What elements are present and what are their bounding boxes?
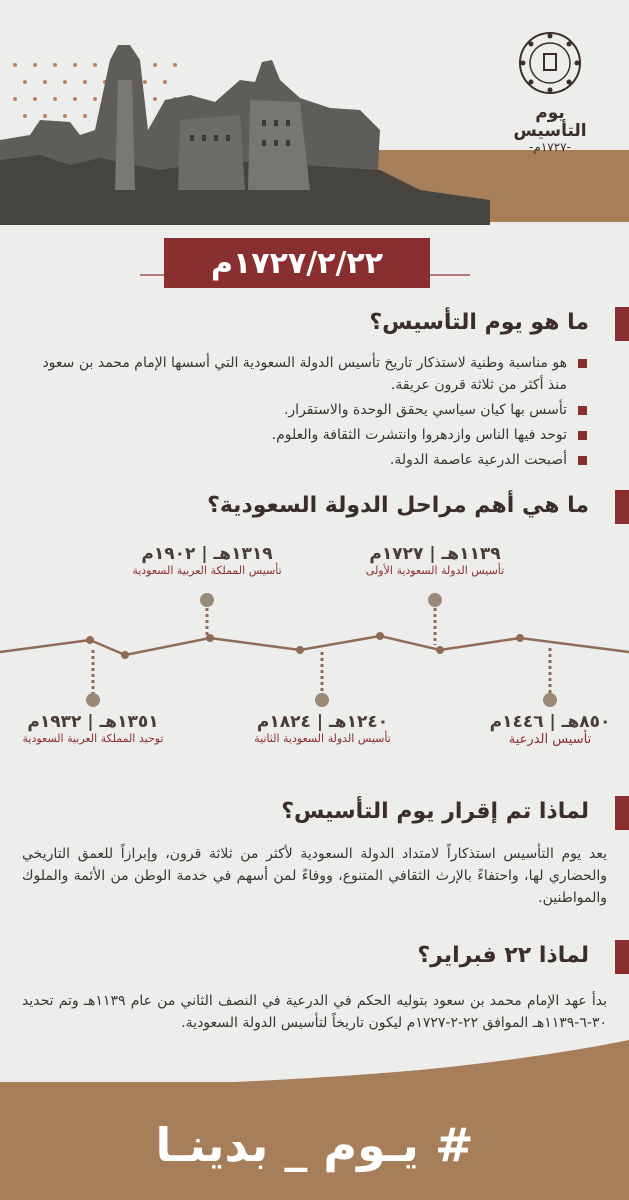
timeline-item: [8, 712, 178, 745]
header: [0, 0, 629, 240]
timeline-caption: تأسيس المملكة العربية السعودية: [132, 564, 282, 577]
timeline-item: [355, 544, 515, 577]
timeline-date: ٨٥٠هـ | ١٤٤٦م: [489, 712, 611, 732]
timeline-caption: تأسيس الدولة السعودية الأولى: [365, 564, 505, 577]
timeline-caption: توحيد المملكة العربية السعودية: [22, 732, 164, 745]
timeline-item: [475, 712, 625, 747]
logo-year: -١٧٢٧م-: [529, 140, 571, 154]
list-item: توحد فيها الناس وازدهروا وانتشرت الثقافة والعلوم.: [39, 424, 589, 446]
list-item: أصبحت الدرعية عاصمة الدولة.: [39, 449, 589, 471]
section-marker: [615, 796, 629, 830]
hashtag: # يـوم _ بدينـا: [155, 1118, 474, 1172]
timeline-date: ١٣٥١هـ | ١٩٣٢م: [27, 712, 159, 732]
paragraph-why-approved: يعد يوم التأسيس استذكاراً لامتداد الدولة السعودية لأكثر من ثلاثة قرون، وإبرازاً للعمق التاريخي والحضاري لها، واحتفاءً بالإرث الثقافي المتنوع، ووفاءً لمن أسهم في خدمة الوطن من الأئمة والملوك والمواطنين.: [22, 846, 607, 906]
timeline-date: ١٢٤٠هـ | ١٨٢٤م: [256, 712, 389, 732]
timeline: [0, 540, 629, 780]
date-banner: ١٧٢٧/٢/٢٢م: [164, 238, 430, 288]
section-title-stages: ما هي أهم مراحل الدولة السعودية؟: [207, 493, 589, 518]
timeline-caption: تأسيس الدرعية: [508, 732, 592, 747]
section-title-why-feb22: لماذا ٢٢ فبراير؟: [417, 943, 589, 968]
timeline-caption: تأسيس الدولة السعودية الثانية: [254, 732, 391, 745]
timeline-date: ١٣١٩هـ | ١٩٠٢م: [141, 544, 273, 564]
list-item: تأسس بها كيان سياسي يحقق الوحدة والاستقرار.: [39, 399, 589, 421]
emblem-icon: [517, 30, 583, 96]
paragraph-why-feb22: بدأ عهد الإمام محمد بن سعود بتوليه الحكم في الدرعية في النصف الثاني من عام ١١٣٩هـ وتم تحديد ٣٠-٦-١١٣٩هـ الموافق ٢٢-٢-١٧٢٧م ليكون تاريخاً لتأسيس الدولة السعودية.: [22, 993, 607, 1031]
section-title-what-is: ما هو يوم التأسيس؟: [369, 310, 589, 335]
section-marker: [615, 307, 629, 341]
bullet-list: [39, 352, 589, 474]
list-item: هو مناسبة وطنية لاستذكار تاريخ تأسيس الدولة السعودية التي أسسها الإمام محمد بن سعود منذ أكثر من ثلاثة قرون عريقة.: [39, 352, 589, 396]
section-title-why-approved: لماذا تم إقرار يوم التأسيس؟: [281, 799, 589, 824]
timeline-item: [240, 712, 405, 745]
logo-title: يوم التأسيس: [513, 103, 587, 141]
timeline-date: ١١٣٩هـ | ١٧٢٧م: [369, 544, 501, 564]
section-marker: [615, 490, 629, 524]
founding-day-logo: [500, 30, 600, 160]
timeline-item: [127, 544, 287, 577]
diriyah-ruins-image: [0, 40, 490, 225]
section-marker: [615, 940, 629, 974]
